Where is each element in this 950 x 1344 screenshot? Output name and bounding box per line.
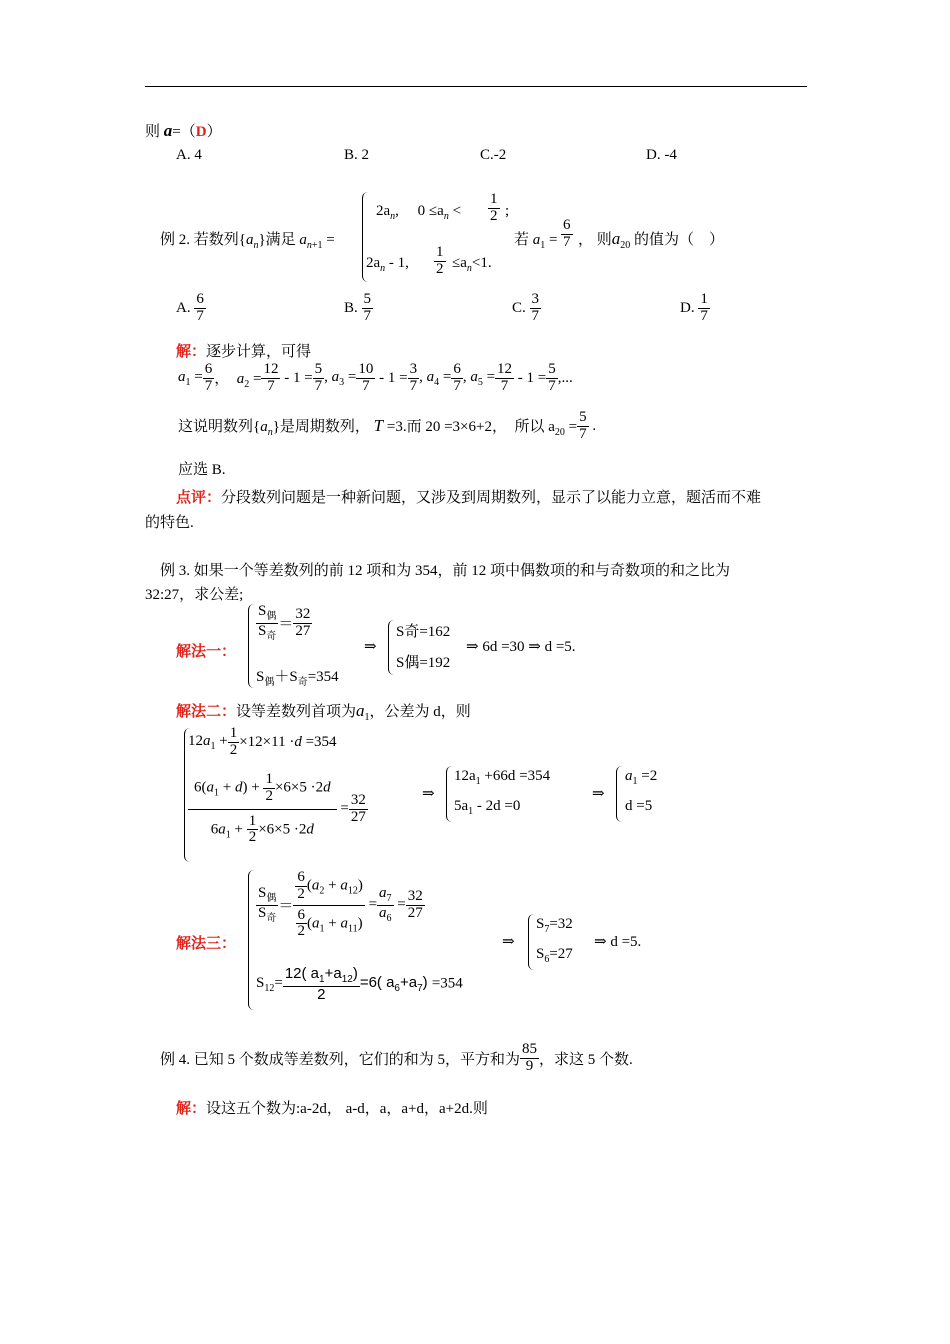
ex2-solution-intro: 解：逐步计算，可得 (176, 344, 312, 360)
ex3-m2-brace3 (616, 766, 624, 822)
ex3-m3-res1: $S_7=32$ (536, 916, 573, 935)
q1-answer: D (195, 124, 207, 140)
implies-arrow: ⇒ (502, 934, 515, 950)
implies-arrow: ⇒ (364, 639, 377, 655)
ex3-m1-ratio: $\frac{S_偶}{S_奇}$ ＝ $\frac{32}{27}$ (258, 603, 311, 642)
ex2-given: 若 $a_1$ = (514, 232, 558, 251)
q1-option-d: D. -4 (646, 147, 677, 163)
ex4-solution: 解：设这五个数为:a-2d， a-d，a，a+d，a+2d.则 (176, 1101, 488, 1117)
ex2-given-frac: $\frac{6}{7}$ (563, 217, 571, 250)
ex2-comment: 点评：分段数列问题是一种新问题，又涉及到周期数列，显示了以能力立意，题活而不难 (176, 490, 762, 506)
ex3-m2-brace2 (446, 766, 454, 822)
ex3-m1-result: ⇒ 6d =30 ⇒ d =5. (466, 639, 576, 655)
ex3-m3-s12: $S_{12}=$ $\frac{12( a_1+a_{12})}{2}$ =6( $a_6+a_7) =354$ (256, 965, 463, 1003)
ex3-m2-s1: $a_1 =2$ (625, 768, 658, 787)
ex3-method3-label: 解法三： (176, 936, 237, 952)
ex3-m3-brace2 (528, 914, 536, 970)
ex2-ask: ， 则$a_{20}$ 的值为（ ） (578, 229, 725, 251)
ex2-period: 这说明数列$\{a_n\}$是周期数列， T =3.而 20 =3×6+2， 所以 $a_{20}$ = $\frac{5}{7}$ . (178, 409, 597, 442)
ex3-m2-s2: d =5 (625, 798, 653, 814)
q1-option-a: A. 4 (176, 147, 202, 163)
ex3-m3-ratio: $\frac{S_偶}{S_奇}$ ＝ $\frac{6}{2}$ $(a_2 + a_{12})$ $\frac{6}{2}$ $(a_1 + a_{11})$ = $\frac{a_7}{a_6}$ = $\frac{32}{27}$ (258, 869, 423, 940)
ex2-option-a: A. $\frac{6}{7}$ (176, 291, 204, 324)
ex3-m1-brace2 (388, 620, 396, 675)
ex2-lead: 例 2. 若数列$\{a_n\}$满足 $a_{n+1}$ = (160, 232, 335, 251)
ex2-choose: 应选 B. (178, 462, 226, 478)
ex2-case2-cond: $\le a_n<1$. (452, 255, 492, 274)
ex2-sequence-steps: $a_1$ = $\frac{6}{7}$ ， $a_2$ = $\frac{12}{7}$ - 1 = $\frac{5}{7}$ , $a_3$ = $\frac{10}{7}$ - 1 = $\frac{3}{7}$ , $a_4$ = $\frac{6}{7}$ , $a_5$ = $\frac{12}{7}$ - 1 = $\frac{5}{7}$ ,... (178, 361, 573, 394)
q1-option-b: B. 2 (344, 147, 370, 163)
ex3-method2-intro: 解法二：设等差数列首项为$a_1$，公差为 d，则 (176, 701, 471, 723)
ex2-option-b: B. $\frac{5}{7}$ (344, 291, 372, 324)
ex3-method1-label: 解法一： (176, 644, 237, 660)
ex2-case1: $2a_n$, $0 \le a_n$ < (376, 203, 462, 222)
ex2-case1-frac: $\frac{1}{2}$ (490, 191, 498, 224)
ex2-option-d: D. $\frac{1}{7}$ (680, 291, 708, 324)
ex3-m2-eq1: $12a_1$ + $\frac{1}{2}$ ×12×11 ·d =354 (188, 725, 337, 758)
implies-arrow: ⇒ (422, 786, 435, 802)
ex3-m2-eq2: $6(a_1 + d)$ + $\frac{1}{2}$ ×6×5 ·2d $6a_1$ + $\frac{1}{2}$ ×6×5 ·2d = $\frac{32}{27}$ (188, 772, 368, 846)
ex2-option-c: C. $\frac{3}{7}$ (512, 291, 540, 324)
ex2-case2: $2a_n - 1$, (366, 255, 409, 274)
ex3-line1: 例 3. 如果一个等差数列的前 12 项和为 354，前 12 项中偶数项的和与奇数项的和之比为 (160, 563, 731, 579)
ex3-m2-r1: $12a_1 +66d =354$ (454, 768, 551, 787)
ex3-m3-result: ⇒ d =5. (594, 934, 642, 950)
header-rule (145, 86, 807, 87)
ex3-m3-res2: $S_6=27$ (536, 946, 573, 965)
ex3-m1-res2: S偶=192 (396, 655, 451, 671)
implies-arrow: ⇒ (592, 786, 605, 802)
ex2-case2-frac: $\frac{1}{2}$ (436, 244, 444, 277)
q1-stem: 则 a=（D） (145, 121, 222, 140)
q1-option-c: C.-2 (480, 147, 507, 163)
ex3-m1-sum: $S_偶+S_奇=354$ (256, 669, 339, 688)
ex3-m1-res1: S奇=162 (396, 624, 451, 640)
ex3-line2: 32:27，求公差; (145, 587, 244, 603)
ex2-comment-cont: 的特色. (145, 515, 194, 531)
ex3-m2-r2: $5a_1 - 2d =0$ (454, 798, 521, 817)
ex4-line: 例 4. 已知 5 个数成等差数列，它们的和为 5，平方和为 $\frac{85}{9}$ ，求这 5 个数. (160, 1041, 633, 1074)
